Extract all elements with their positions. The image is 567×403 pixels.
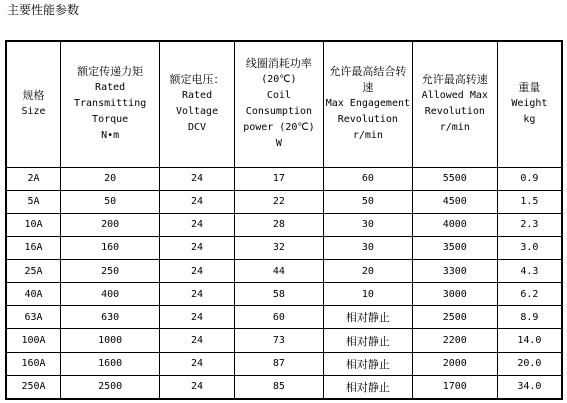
table-cell-max-engagement-revolution: 30 (323, 236, 412, 259)
table-cell-rated-voltage: 24 (160, 352, 235, 375)
column-header-line: Revolution (337, 114, 398, 126)
table-cell-size: 63A (6, 306, 61, 329)
column-header-line: Coil (266, 90, 291, 102)
column-header-line: Voltage (175, 106, 219, 118)
table-cell-coil-power: 17 (234, 167, 323, 190)
column-header-line: 线圈消耗功率 (245, 57, 312, 71)
table-cell-coil-power: 32 (234, 236, 323, 259)
table-cell-max-engagement-revolution: 相对静止 (323, 375, 412, 399)
table-cell-max-engagement-revolution: 相对静止 (323, 306, 412, 329)
table-row (6, 306, 562, 329)
table-row (6, 329, 562, 352)
column-header-line: Allowed Max (421, 90, 488, 102)
column-header-line: DCV (188, 122, 207, 134)
table-cell-weight: 34.0 (497, 375, 562, 399)
table-cell-max-engagement-revolution: 相对静止 (323, 352, 412, 375)
table-cell-size: 250A (6, 375, 61, 399)
column-header-line: Rated (95, 82, 126, 94)
table-cell-allowed-max-revolution: 2000 (412, 352, 497, 375)
table-cell-weight: 3.0 (497, 236, 562, 259)
column-header-line: 重量 (518, 81, 541, 95)
table-cell-size: 10A (6, 213, 61, 236)
table-cell-rated-torque: 20 (61, 167, 160, 190)
column-header-line: (20℃) (261, 74, 297, 86)
table-cell-size: 100A (6, 329, 61, 352)
table-cell-size: 16A (6, 236, 61, 259)
table-cell-weight: 2.3 (497, 213, 562, 236)
table-cell-coil-power: 85 (234, 375, 323, 399)
table-cell-size: 5A (6, 190, 61, 213)
page-title: 主要性能参数 (7, 3, 80, 17)
table-cell-coil-power: 73 (234, 329, 323, 352)
column-header-line: Rated (181, 90, 213, 102)
table-row (6, 375, 562, 399)
table-cell-rated-torque: 630 (61, 306, 160, 329)
table-cell-weight: 0.9 (497, 167, 562, 190)
table-cell-max-engagement-revolution: 相对静止 (323, 329, 412, 352)
column-header-line: 额定电压： (169, 73, 225, 87)
table-cell-allowed-max-revolution: 3500 (412, 236, 497, 259)
table-cell-allowed-max-revolution: 2200 (412, 329, 497, 352)
table-cell-size: 160A (6, 352, 61, 375)
column-header-line: Revolution (424, 106, 485, 118)
table-cell-allowed-max-revolution: 4000 (412, 213, 497, 236)
table-row (6, 167, 562, 190)
table-cell-rated-voltage: 24 (160, 190, 235, 213)
table-row (6, 213, 562, 236)
column-header-line: Weight (511, 98, 548, 110)
table-cell-max-engagement-revolution: 20 (323, 260, 412, 283)
column-header-line: Transmitting (73, 98, 147, 110)
table-cell-allowed-max-revolution: 1700 (412, 375, 497, 399)
table-cell-weight: 14.0 (497, 329, 562, 352)
table-cell-weight: 20.0 (497, 352, 562, 375)
table-cell-rated-voltage: 24 (160, 236, 235, 259)
table-cell-rated-torque: 50 (61, 190, 160, 213)
table-cell-allowed-max-revolution: 3000 (412, 283, 497, 306)
column-header-rated-voltage (160, 41, 235, 167)
column-header-line: 允许最高转速 (421, 73, 488, 87)
table-row (6, 236, 562, 259)
column-header-line: W (275, 138, 282, 150)
table-cell-coil-power: 87 (234, 352, 323, 375)
table-cell-rated-voltage: 24 (160, 375, 235, 399)
table-cell-coil-power: 60 (234, 306, 323, 329)
column-header-weight (497, 41, 562, 167)
table-cell-max-engagement-revolution: 60 (323, 167, 412, 190)
table-cell-rated-voltage: 24 (160, 329, 235, 352)
column-header-line: Torque (92, 114, 129, 126)
column-header-line: Consumption (245, 106, 313, 118)
table-cell-size: 2A (6, 167, 61, 190)
table-cell-allowed-max-revolution: 5500 (412, 167, 497, 190)
column-header-line: r/min (352, 130, 383, 142)
table-body (6, 167, 562, 399)
table-cell-size: 25A (6, 260, 61, 283)
column-header-size (6, 41, 61, 167)
table-row (6, 260, 562, 283)
column-header-rated-torque (61, 41, 160, 167)
table-cell-rated-torque: 1000 (61, 329, 160, 352)
column-header-line: 速 (362, 81, 374, 95)
table-cell-rated-voltage: 24 (160, 213, 235, 236)
table-header-row (6, 41, 562, 167)
table-cell-allowed-max-revolution: 4500 (412, 190, 497, 213)
column-header-line: power (20℃) (243, 122, 315, 134)
performance-parameters-table (5, 40, 563, 400)
table-cell-size: 40A (6, 283, 61, 306)
column-header-line: kg (523, 114, 536, 126)
table-cell-max-engagement-revolution: 30 (323, 213, 412, 236)
table-row (6, 352, 562, 375)
table-cell-allowed-max-revolution: 3300 (412, 260, 497, 283)
table-cell-max-engagement-revolution: 10 (323, 283, 412, 306)
table-cell-coil-power: 22 (234, 190, 323, 213)
column-header-allowed-max-revolution (412, 41, 497, 167)
table-cell-max-engagement-revolution: 50 (323, 190, 412, 213)
table-cell-rated-torque: 250 (61, 260, 160, 283)
table-cell-rated-voltage: 24 (160, 260, 235, 283)
table-cell-rated-voltage: 24 (160, 306, 235, 329)
table-cell-allowed-max-revolution: 2500 (412, 306, 497, 329)
table-cell-rated-torque: 1600 (61, 352, 160, 375)
table-cell-rated-torque: 200 (61, 213, 160, 236)
table-cell-weight: 8.9 (497, 306, 562, 329)
column-header-line: N•m (101, 130, 120, 142)
table-cell-coil-power: 58 (234, 283, 323, 306)
table-cell-weight: 4.3 (497, 260, 562, 283)
column-header-line: 允许最高结合转 (329, 65, 407, 79)
table-cell-coil-power: 44 (234, 260, 323, 283)
table-cell-rated-voltage: 24 (160, 167, 235, 190)
column-header-line: 额定传递力矩 (77, 65, 144, 79)
table-cell-rated-voltage: 24 (160, 283, 235, 306)
table-cell-weight: 1.5 (497, 190, 562, 213)
column-header-line: Size (21, 106, 46, 118)
column-header-line: Max Engagement (325, 98, 411, 110)
table-cell-coil-power: 28 (234, 213, 323, 236)
table-cell-rated-torque: 160 (61, 236, 160, 259)
column-header-coil-power (234, 41, 323, 167)
column-header-line: r/min (439, 122, 470, 134)
table-row (6, 283, 562, 306)
table-cell-weight: 6.2 (497, 283, 562, 306)
column-header-max-engagement-revolution (323, 41, 412, 167)
table-cell-rated-torque: 400 (61, 283, 160, 306)
table-cell-rated-torque: 2500 (61, 375, 160, 399)
table-row (6, 190, 562, 213)
column-header-line: 规格 (22, 89, 45, 103)
